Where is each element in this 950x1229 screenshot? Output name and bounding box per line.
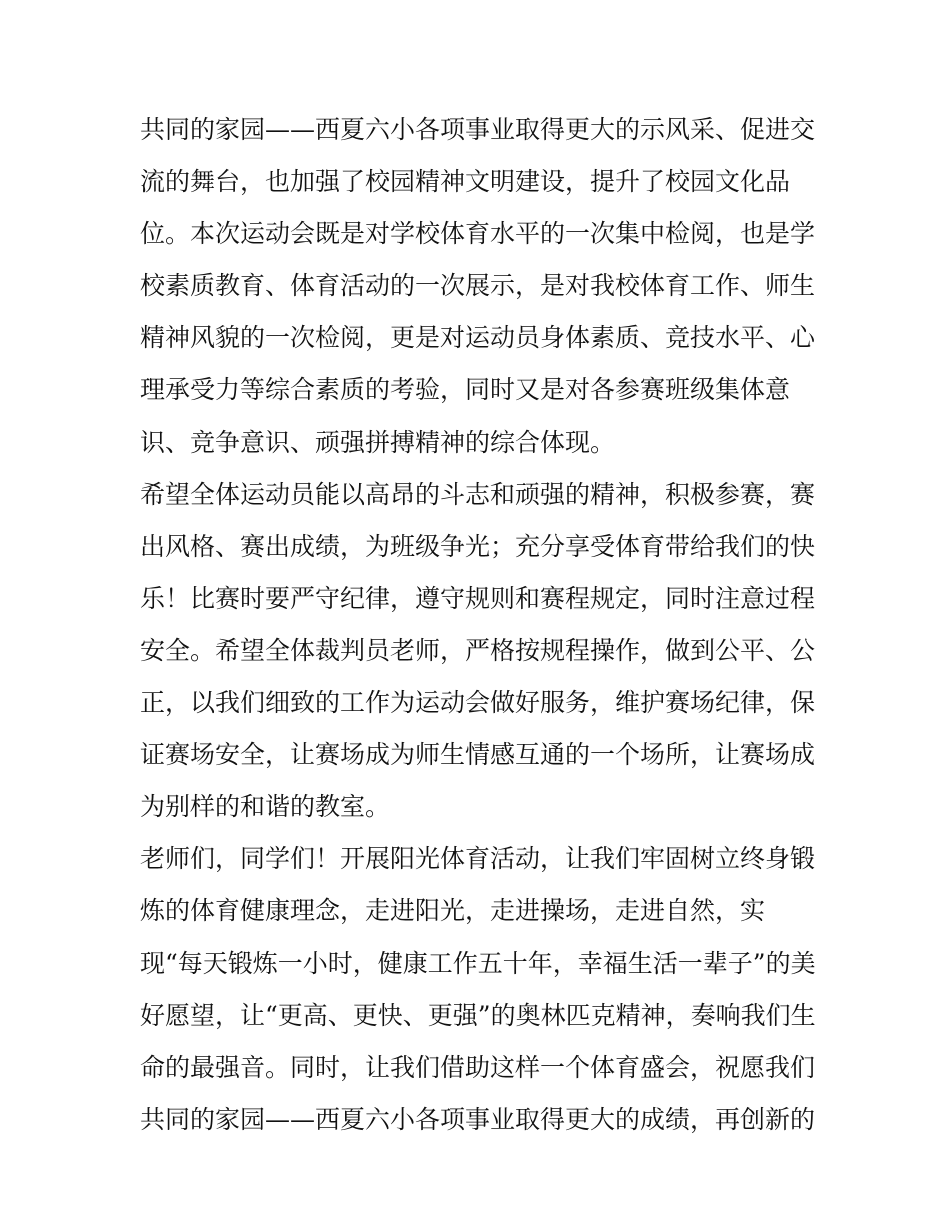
text-line: 流的舞台，也加强了校园精神文明建设，提升了校园文化品 [140,167,791,197]
document-body [140,104,820,1146]
text-line: 理承受力等综合素质的考验，同时又是对各参赛班级集体意 [140,375,791,405]
text-line: 证赛场安全，让赛场成为师生情感互通的一个场所，让赛场成 [140,740,816,770]
text-line: 识、竞争意识、顽强拼搏精神的综合体现。 [140,427,616,457]
text-line: 乐！比赛时要严守纪律，遵守规则和赛程规定，同时注意过程 [140,583,816,613]
text-line: 炼的体育健康理念，走进阳光，走进操场，走进自然，实 [140,896,766,926]
text-line: 希望全体运动员能以高昂的斗志和顽强的精神，积极参赛，赛 [140,479,816,509]
text-line: 校素质教育、体育活动的一次展示，是对我校体育工作、师生 [140,271,816,301]
text-line: 安全。希望全体裁判员老师，严格按规程操作，做到公平、公 [140,635,816,665]
text-line: 精神风貌的一次检阅，更是对运动员身体素质、竞技水平、心 [140,323,816,353]
text-line: 正，以我们细致的工作为运动会做好服务，维护赛场纪律，保 [140,688,816,718]
text-line: 命的最强音。同时，让我们借助这样一个体育盛会，祝愿我们 [140,1052,816,1082]
text-line: 共同的家园——西夏六小各项事业取得更大的成绩，再创新的 [140,1104,816,1134]
text-line: 老师们，同学们！开展阳光体育活动，让我们牢固树立终身锻 [140,844,816,874]
text-line: 现“每天锻炼一小时，健康工作五十年，幸福生活一辈子”的美 [140,948,816,978]
text-line: 为别样的和谐的教室。 [140,792,391,822]
text-line: 共同的家园——西夏六小各项事业取得更大的示风采、促进交 [140,115,816,144]
text-line: 出风格、赛出成绩，为班级争光；充分享受体育带给我们的快 [140,531,816,561]
text-line: 好愿望，让“更高、更快、更强”的奥林匹克精神，奏响我们生 [140,1000,816,1030]
text-line: 位。本次运动会既是对学校体育水平的一次集中检阅，也是学 [140,219,816,249]
